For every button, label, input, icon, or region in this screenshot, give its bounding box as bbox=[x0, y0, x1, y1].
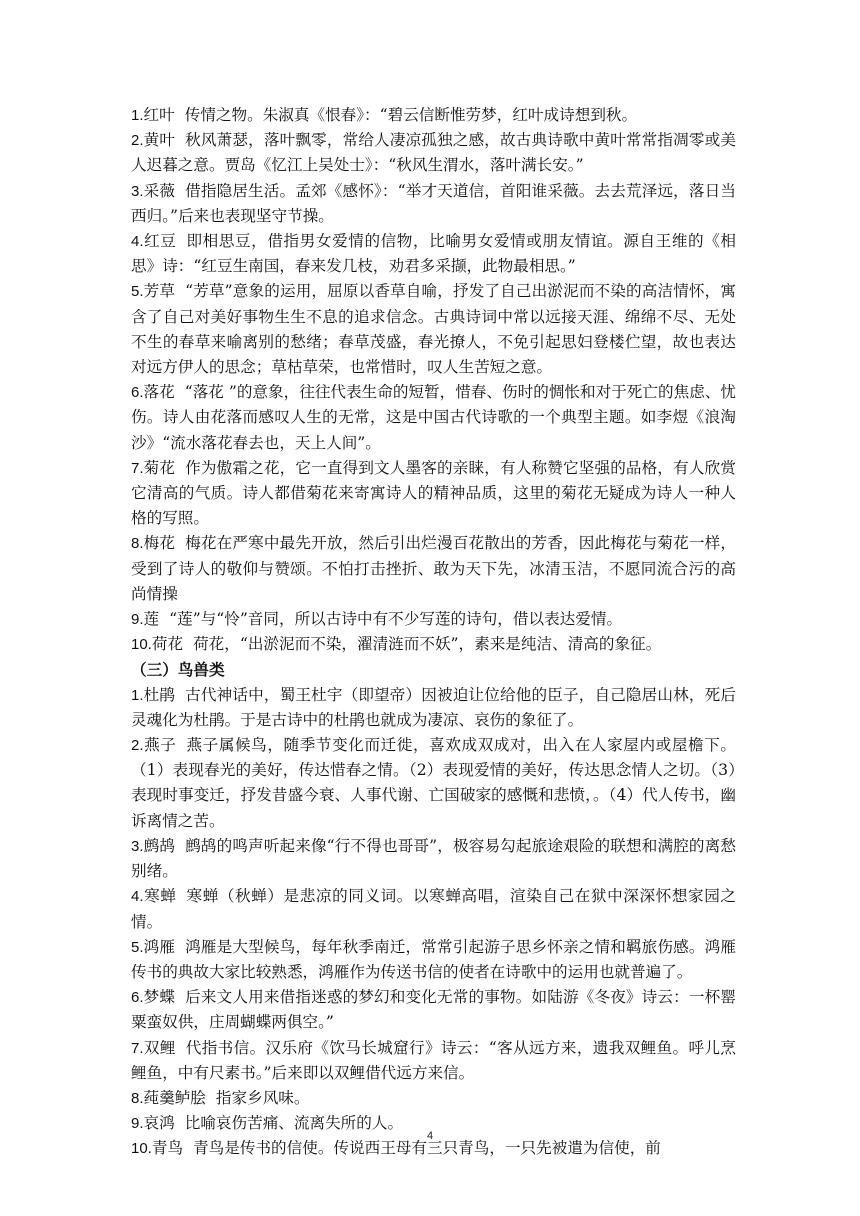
item-text: 荷花，“出淤泥而不染，濯清涟而不妖”，素来是纯洁、清高的象征。 bbox=[193, 635, 662, 654]
item-term: 梅花 bbox=[143, 534, 176, 553]
item-term: 采薇 bbox=[143, 181, 176, 200]
item-text: 秋风萧瑟，落叶飘零，常给人凄凉孤独之感，故古典诗歌中黄叶常常指凋零或美人迟暮之意。贾岛《忆江上吴处士》：“秋风生渭水，落叶满长安。” bbox=[131, 131, 736, 175]
item-term: 哀鸿 bbox=[143, 1114, 175, 1133]
item-text: 燕子属候鸟，随季节变化而迁徙，喜欢成双成对，出入在人家屋内或屋檐下。（1）表现春光的美好，传达惜春之情。（2）表现爱情的美好，传达思念情人之切。（3）表现时事变迁，抒发昔盛今衰、人事代谢、亡国破家的感慨和悲愤，。（4）代人传书，幽诉离情之苦。 bbox=[131, 736, 736, 830]
item-text: 青鸟是传书的信使。传说西王母有三只青鸟，一只先被遣为信使，前 bbox=[193, 1139, 661, 1158]
list-item bbox=[131, 683, 736, 733]
item-text: 比喻哀伤苦痛、流离失所的人。 bbox=[184, 1114, 404, 1133]
item-text: 寒蝉（秋蝉）是悲凉的同义词。以寒蝉高唱，渲染自己在狱中深深怀想家园之情。 bbox=[131, 887, 736, 931]
page-number: 4 bbox=[426, 1130, 434, 1142]
item-text: 借指隐居生活。孟郊《感怀》：“举才天道信，首阳谁采薇。去去荒泽远，落日当西归。”后来也表现坚守节操。 bbox=[131, 181, 736, 225]
item-number: 8. bbox=[131, 535, 144, 553]
item-text: 代指书信。汉乐府《饮马长城窟行》诗云：“客从远方来，遗我双鲤鱼。呼儿烹鲤鱼，中有尺素书。”后来即以双鲤借代远方来信。 bbox=[131, 1038, 736, 1082]
item-number: 10. bbox=[131, 636, 152, 654]
item-number: 1. bbox=[131, 107, 144, 124]
item-number: 5. bbox=[131, 938, 144, 956]
item-term: 黄叶 bbox=[143, 131, 176, 150]
item-term: 红豆 bbox=[143, 232, 177, 251]
item-text: “芳草”意象的运用，屈原以香草自喻，抒发了自己出淤泥而不染的高洁情怀，寓含了自己对美好事物生生不息的追求信念。古典诗词中常以远接天涯、绵绵不尽、无处不生的春草来喻离别的愁绪；春草茂盛，春光撩人，不免引起思妇登楼伫望，故也表达对远方伊人的思念；草枯草荣，也常惜时，叹人生苦短之意。 bbox=[131, 282, 736, 377]
document-body bbox=[131, 103, 736, 1162]
item-term: 杜鹃 bbox=[143, 685, 176, 704]
item-number: 2. bbox=[131, 737, 144, 755]
item-term: 莲 bbox=[143, 610, 160, 629]
list-item bbox=[131, 632, 736, 657]
item-term: 寒蝉 bbox=[143, 887, 177, 906]
list-item bbox=[131, 935, 736, 985]
item-number: 10. bbox=[131, 1140, 152, 1158]
item-term: 青鸟 bbox=[151, 1139, 184, 1158]
item-term: 菊花 bbox=[143, 458, 176, 477]
item-number: 7. bbox=[131, 1039, 144, 1057]
item-number: 7. bbox=[131, 459, 144, 477]
item-text: 作为傲霜之花，它一直得到文人墨客的亲睐，有人称赞它坚强的品格，有人欣赏它清高的气质。诗人都借菊花来寄寓诗人的精神品质，这里的菊花无疑成为诗人一种人格的写照。 bbox=[131, 458, 736, 528]
list-item bbox=[131, 1086, 736, 1111]
item-text: 鸿雁是大型候鸟，每年秋季南迁，常常引起游子思乡怀亲之情和羁旅伤感。鸿雁传书的典故大家比较熟悉，鸿雁作为传送书信的使者在诗歌中的运用也就普遍了。 bbox=[131, 937, 736, 981]
item-number: 8. bbox=[131, 1089, 144, 1107]
item-number: 9. bbox=[131, 1115, 144, 1133]
item-number: 4. bbox=[131, 233, 144, 251]
list-item bbox=[131, 985, 736, 1035]
item-number: 3. bbox=[131, 837, 144, 855]
item-text: “莲”与“怜”音同，所以古诗中有不少写莲的诗句，借以表达爱情。 bbox=[169, 610, 623, 629]
item-term: 红叶 bbox=[143, 106, 175, 124]
item-term: 鹧鸪 bbox=[143, 836, 176, 855]
item-number: 6. bbox=[131, 989, 144, 1007]
item-number: 1. bbox=[131, 686, 144, 704]
item-text: 梅花在严寒中最先开放，然后引出烂漫百花散出的芳香，因此梅花与菊花一样，受到了诗人的敬仰与赞颂。不怕打击挫折、敢为天下先，冰清玉洁，不愿同流合污的高尚情操 bbox=[131, 534, 736, 603]
item-term: 莼羹鲈脍 bbox=[143, 1088, 206, 1107]
item-number: 2. bbox=[131, 132, 144, 150]
item-number: 6. bbox=[131, 384, 144, 402]
item-number: 4. bbox=[131, 888, 144, 906]
item-text: 即相思豆，借指男女爱情的信物，比喻男女爱情或朋友情谊。源自王维的《相思》诗：“红豆生南国，春来发几枝，劝君多采撷，此物最相思。” bbox=[131, 232, 736, 276]
item-term: 双鲤 bbox=[143, 1038, 176, 1057]
item-text: 后来文人用来借指迷惑的梦幻和变化无常的事物。如陆游《冬夜》诗云：一杯罂粟蛮奴供，庄周蝴蝶两俱空。” bbox=[131, 988, 736, 1032]
list-item bbox=[131, 607, 736, 632]
item-text: 鹧鸪的鸣声听起来像“行不得也哥哥”，极容易勾起旅途艰险的联想和满腔的离愁别绪。 bbox=[131, 836, 736, 881]
item-text: “落花 ”的意象，往往代表生命的短暂，惜春、伤时的惆怅和对于死亡的焦虑、忧伤。诗人由花落而感叹人生的无常，这是中国古代诗歌的一个典型主题。如李煜《浪淘沙》“流水落花春去也，天上人间”。 bbox=[131, 383, 736, 452]
list-item bbox=[131, 834, 736, 884]
list-item bbox=[131, 1036, 736, 1086]
list-item bbox=[131, 103, 736, 128]
list-item bbox=[131, 456, 736, 532]
item-text: 古代神话中，蜀王杜宇（即望帝）因被迫让位给他的臣子，自己隐居山林，死后灵魂化为杜鹃。于是古诗中的杜鹃也就成为凄凉、哀伤的象征了。 bbox=[131, 685, 736, 729]
item-term: 梦蝶 bbox=[143, 988, 176, 1007]
list-item bbox=[131, 128, 736, 178]
list-item bbox=[131, 733, 736, 834]
item-term: 燕子 bbox=[143, 736, 177, 755]
list-item bbox=[131, 229, 736, 279]
item-term: 落花 bbox=[143, 383, 175, 402]
list-item bbox=[131, 884, 736, 934]
item-term: 鸿雁 bbox=[143, 937, 176, 956]
list-item bbox=[131, 531, 736, 607]
list-item bbox=[131, 279, 736, 380]
item-term: 芳草 bbox=[143, 282, 176, 301]
item-term: 荷花 bbox=[151, 635, 184, 654]
item-text: 传情之物。朱淑真《恨春》：“碧云信断惟劳梦，红叶成诗想到秋。 bbox=[184, 106, 638, 124]
list-item bbox=[131, 380, 736, 456]
item-number: 5. bbox=[131, 283, 144, 301]
item-number: 9. bbox=[131, 611, 144, 629]
item-number: 3. bbox=[131, 182, 144, 200]
list-item bbox=[131, 179, 736, 229]
item-text: 指家乡风味。 bbox=[215, 1088, 310, 1107]
section-heading: （三）鸟兽类 bbox=[131, 660, 225, 680]
